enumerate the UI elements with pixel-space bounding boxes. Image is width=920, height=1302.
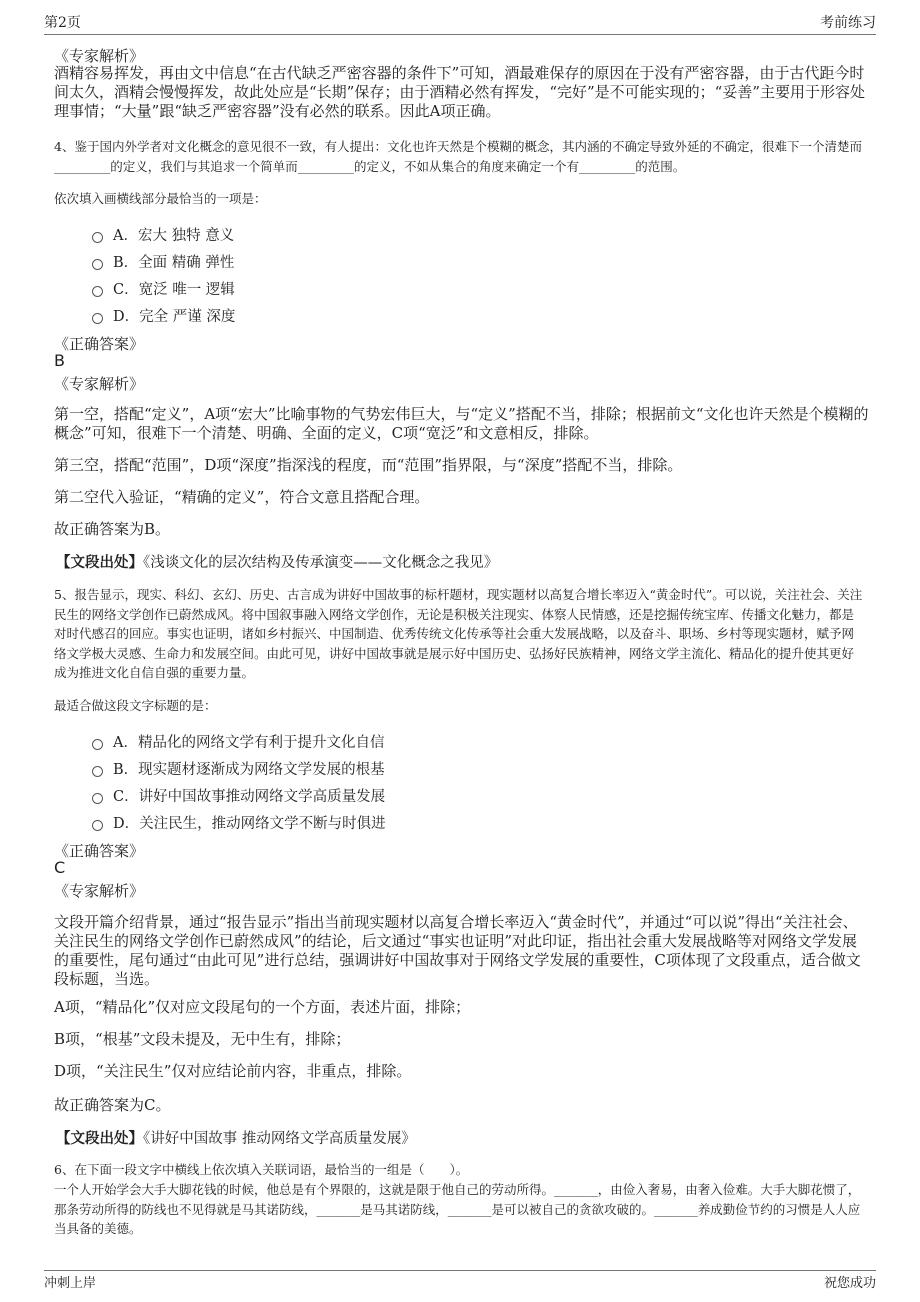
- option-label: A．宏大 独特 意义: [113, 227, 235, 244]
- q3-analysis-label: 《专家解析》: [54, 47, 145, 65]
- q5-analysis-p3: B项，“根基”文段未提及，无中生有，排除；: [54, 1030, 351, 1048]
- footer-divider: [44, 1270, 876, 1271]
- q4-option-a[interactable]: [92, 223, 234, 245]
- q5-question: 5、报告显示，现实、科幻、玄幻、历史、古言成为讲好中国故事的标杆题材，现实题材以高复合增长率迈入“黄金时代”。可以说，关注社会、关注民生的网络文学创作已蔚然成风。将中国叙事融入网络文学创作，无论是积极关注现实、体察人民情感，还是挖掘传统宝库、传播文化魅力，都是对时代感召的回应。事实也证明，诸如乡村振兴、中国制造、优秀传统文化传承等社会重大发展战略，以及奋斗、职场、乡村等现实题材，赋予网络文学极大灵感、生命力和发展空间。由此可见，讲好中国故事就是展示好中国历史、弘扬好民族精神，网络文学主流化、精品化的提升使其更好成为推进文化自信自强的重要力量。: [54, 587, 863, 680]
- q5-source: [56, 1127, 416, 1148]
- source-title: 《浅谈文化的层次结构及传承演变——文化概念之我见》: [143, 555, 499, 571]
- q5-analysis-p1: 文段开篇介绍背景，通过“报告显示”指出当前现实题材以高复合增长率迈入“黄金时代”，并通过“可以说”得出“关注社会、关注民生的网络文学创作已蔚然成风”的结论，后文通过“事实也证明”对此印证，指出社会重大发展战略等对网络文学发展的重要性，尾句通过“由此可见”进行总结，强调讲好中国故事对于网络文学发展的重要性，C项体现了文段重点，适合做文段标题，当选。: [54, 913, 861, 988]
- radio-icon[interactable]: [92, 793, 103, 804]
- q4-analysis-p2: 第三空，搭配“范围”，D项“深度”指深浅的程度，而“范围”指界限，与“深度”搭配不当，排除。: [54, 456, 683, 474]
- radio-icon[interactable]: [92, 286, 103, 297]
- source-title: 《讲好中国故事 推动网络文学高质量发展》: [143, 1131, 416, 1147]
- q4-analysis-p4: 故正确答案为B。: [54, 520, 171, 538]
- source-tag: 【文段出处】: [56, 554, 143, 571]
- page-number: 第2页: [44, 15, 81, 31]
- q5-analysis-p2: A项，“精品化”仅对应文段尾句的一个方面，表述片面，排除；: [54, 998, 471, 1016]
- q4-analysis-p3: 第二空代入验证，“精确的定义”，符合文意且搭配合理。: [54, 488, 430, 506]
- q3-analysis-text: 酒精容易挥发，再由文中信息“在古代缺乏严密容器的条件下”可知，酒最难保存的原因在于没有严密容器，由于古代距今时间太久，酒精会慢慢挥发，故此处应是“长期”保存；由于酒精必然有挥发，“完好”是不可能实现的；“妥善”主要用于形容处理事情；“大量”跟“缺乏严密容器”没有必然的联系。因此A项正确。: [54, 64, 866, 120]
- q4-answer: B: [54, 351, 65, 370]
- header-title: 考前练习: [820, 15, 876, 31]
- option-label: C．宽泛 唯一 逻辑: [113, 281, 235, 298]
- option-label: B．全面 精确 弹性: [113, 254, 235, 271]
- q5-option-b[interactable]: [92, 757, 385, 779]
- option-label: D．关注民生，推动网络文学不断与时俱进: [113, 815, 386, 832]
- q4-option-c[interactable]: [92, 277, 235, 299]
- q5-analysis-p5: 故正确答案为C。: [54, 1096, 171, 1114]
- footer-right-text: 祝您成功: [823, 1276, 876, 1291]
- q4-analysis-label: 《专家解析》: [54, 375, 145, 393]
- q4-prompt: 依次填入画横线部分最恰当的一项是：: [54, 191, 267, 206]
- q4-option-d[interactable]: [92, 304, 235, 326]
- footer-left-text: 冲刺上岸: [44, 1276, 97, 1291]
- q4-answer-label: 《正确答案》: [54, 335, 145, 353]
- q6-question: 6、在下面一段文字中横线上依次填入关联词语，最恰当的一组是（ ）。: [54, 1162, 469, 1177]
- option-label: A．精品化的网络文学有利于提升文化自信: [113, 734, 385, 751]
- q4-question: 4、鉴于国内外学者对文化概念的意见很不一致，有人提出：文化也许天然是个模糊的概念，其内涵的不确定导致外延的不确定，很难下一个清楚而_________的定义，我们与其追求一个简单而_________的定义，不如从集合的角度来确定一个有_________的范围。: [54, 139, 862, 174]
- q4-option-b[interactable]: [92, 250, 234, 272]
- source-tag: 【文段出处】: [56, 1130, 143, 1147]
- q5-answer-label: 《正确答案》: [54, 842, 145, 860]
- q5-option-a[interactable]: [92, 730, 384, 752]
- q5-option-d[interactable]: [92, 811, 386, 833]
- q4-analysis-p1: 第一空，搭配“定义”，A项“宏大”比喻事物的气势宏伟巨大，与“定义”搭配不当，排除；根据前文“文化也许天然是个模糊的概念”可知，很难下一个清楚、明确、全面的定义，C项“宽泛”和文意相反，排除。: [54, 405, 869, 442]
- header-divider: [44, 34, 876, 35]
- q5-option-c[interactable]: [92, 784, 385, 806]
- option-label: C．讲好中国故事推动网络文学高质量发展: [113, 788, 386, 805]
- option-label: D．完全 严谨 深度: [113, 308, 236, 325]
- q4-source: [56, 551, 498, 572]
- q6-text: 一个人开始学会大手大脚花钱的时候，他总是有个界限的，这就是限于他自己的劳动所得。_______，由俭入奢易，由奢入俭难。大手大脚花惯了，那条劳动所得的防线也不见得就是马其诺防线，_______是马其诺防线，_______是可以被自己的贪欲攻破的。_______养成勤俭节约的习惯是人人应当具备的美德。: [54, 1182, 861, 1236]
- q5-analysis-p4: D项，“关注民生”仅对应结论前内容，非重点，排除。: [54, 1062, 412, 1080]
- radio-icon[interactable]: [92, 232, 103, 243]
- q5-answer: C: [54, 858, 66, 877]
- radio-icon[interactable]: [92, 766, 103, 777]
- option-label: B．现实题材逐渐成为网络文学发展的根基: [113, 761, 385, 778]
- radio-icon[interactable]: [92, 313, 103, 324]
- q5-prompt: 最适合做这段文字标题的是：: [54, 698, 217, 713]
- radio-icon[interactable]: [92, 820, 103, 831]
- q5-analysis-label: 《专家解析》: [54, 882, 145, 900]
- radio-icon[interactable]: [92, 739, 103, 750]
- radio-icon[interactable]: [92, 259, 103, 270]
